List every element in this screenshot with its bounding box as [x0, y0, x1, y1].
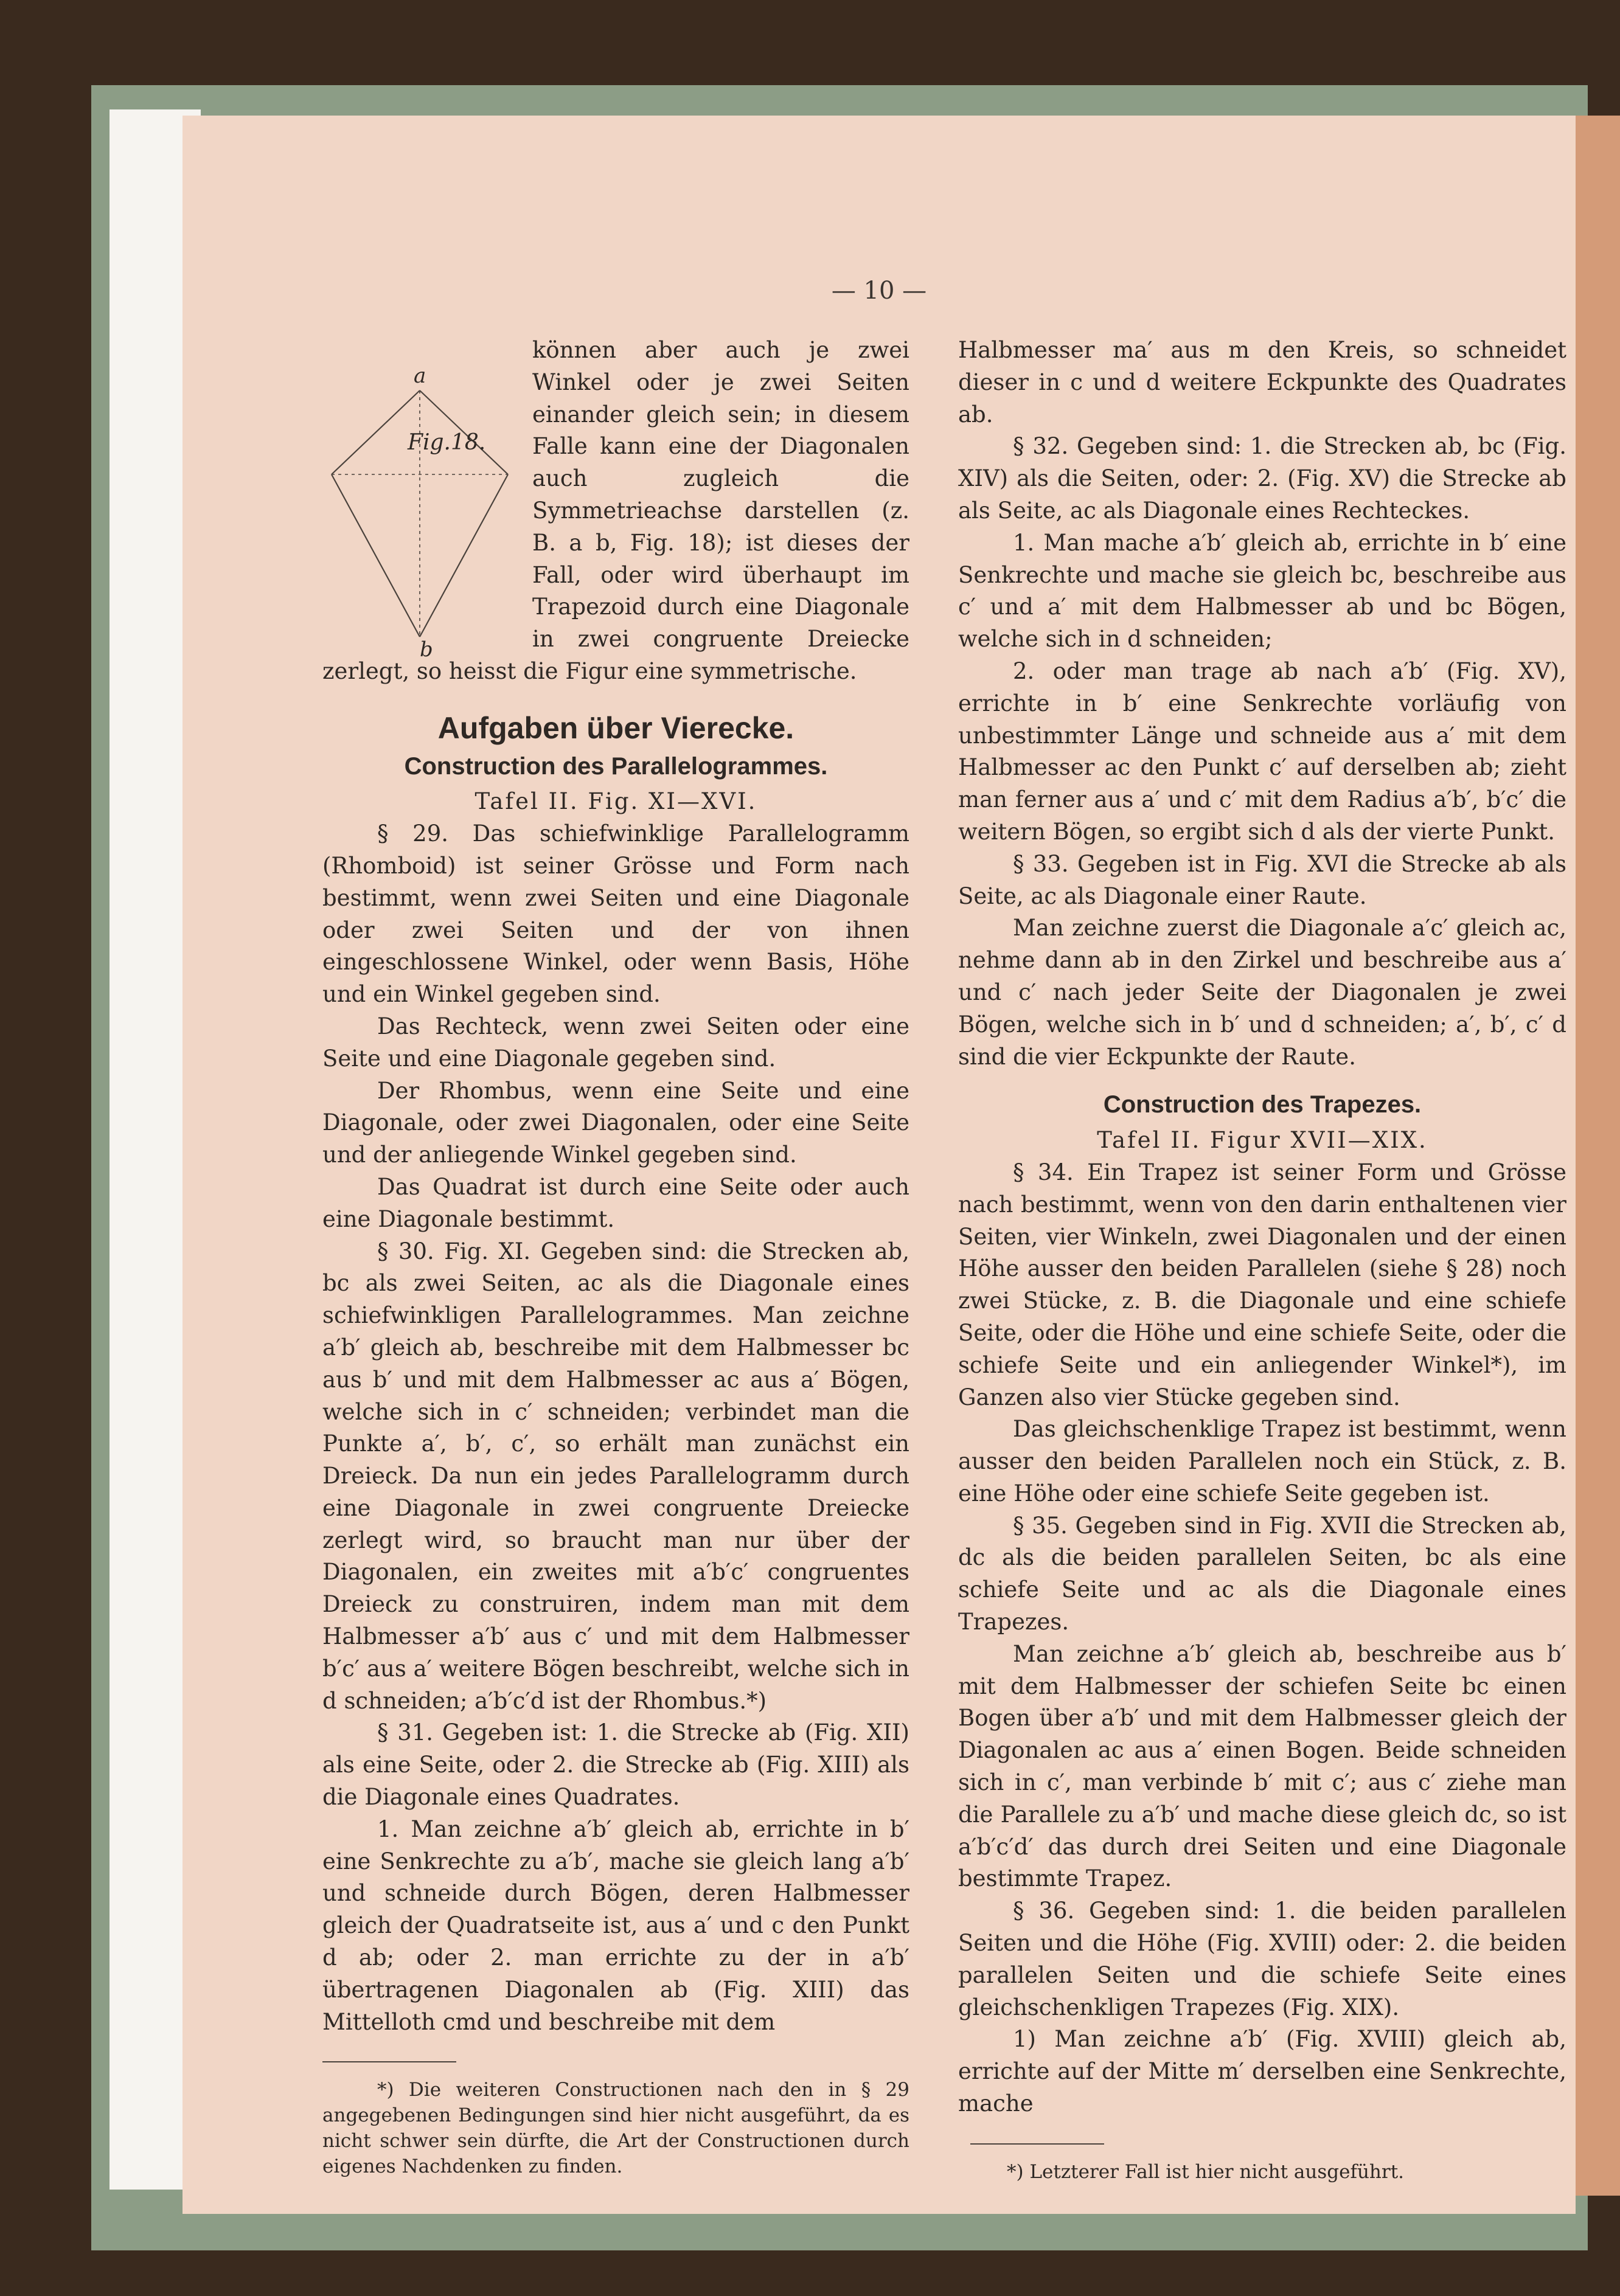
paragraph-31-1: 1. Man zeichne a′b′ gleich ab, errichte in b′ eine Senkrechte zu a′b′, mache sie gleich lang a′b′ und schneide durch Bögen, deren Halbmesser gleich der Quadratseite ist, aus a′ und c den Punkt d ab; oder 2. man errichte zu der in a′b′ übertragenen Diagonalen ab (Fig. XIII) das Mittelloth cmd und beschreibe mit dem	[322, 1816, 909, 2035]
paragraph-29: § 29. Das schiefwinklige Parallelogramm (Rhomboid) ist seiner Grösse und Form nach bestimmt, wenn zwei Seiten und eine Diagonale oder zwei Seiten und der von ihnen eingeschlossene Winkel, oder wenn Basis, Höhe und ein Winkel gegeben sind.	[322, 820, 909, 1008]
paragraph-36: § 36. Gegeben sind: 1. die beiden parallelen Seiten und die Höhe (Fig. XVIII) oder: 2. die beiden parallelen Seiten und die schiefe Seite eines gleichschenkligen Trapezes (Fig. XIX).	[958, 1898, 1566, 2020]
tafel-reference: Tafel II. Fig. XI—XVI.	[475, 788, 757, 815]
figure-18	[322, 364, 532, 662]
paragraph-34-2: Das gleichschenklige Trapez ist bestimmt, wenn ausser den beiden Parallelen noch ein Stück, z. B. eine Höhe oder eine schiefe Seite gegeben ist.	[958, 1416, 1566, 1507]
footnote-right: *) Letzterer Fall ist hier nicht ausgeführt.	[1007, 2160, 1405, 2183]
book-page	[183, 116, 1576, 2214]
footnote-rule-right	[970, 2143, 1104, 2145]
paragraph-quadrat: Das Quadrat ist durch eine Seite oder auch eine Diagonale bestimmt.	[322, 1173, 909, 1232]
left-column	[322, 335, 909, 2179]
paragraph-34: § 34. Ein Trapez ist seiner Form und Grösse nach bestimmt, wenn von den darin enthaltenen vier Seiten, vier Winkeln, zwei Diagonalen und der einen Höhe ausser den beiden Parallelen (siehe § 28) noch zwei Stücke, z. B. die Diagonale und eine schiefe Seite, oder die Höhe und eine schiefe Seite, oder die schiefe Seite und ein anliegender Winkel*), im Ganzen also vier Stücke gegeben sind.	[958, 1159, 1566, 1410]
paragraph-rechteck: Das Rechteck, wenn zwei Seiten oder eine Seite und eine Diagonale gegeben sind.	[322, 1013, 909, 1072]
intro-paragraph: können aber auch je zwei Winkel oder je zwei Seiten einander gleich sein; in diesem Falle kann eine der Diagonalen auch zugleich die Symmetrieachse darstellen (z. B. a b, Fig. 18); ist dieses der Fall, oder wird überhaupt im Trapezoid durch eine Diagonale in zwei congruente Dreiecke zerlegt, so heisst die Figur eine symmetrische.	[322, 337, 909, 684]
right-column	[958, 335, 1566, 2185]
paragraph-rhombus: Der Rhombus, wenn eine Seite und eine Diagonale, oder zwei Diagonalen, oder eine Seite und der anliegende Winkel gegeben sind.	[322, 1077, 909, 1168]
footnote-left: *) Die weiteren Constructionen nach den in § 29 angegebenen Bedingungen sind hier nicht ausgeführt, da es nicht schwer sein dürfte, die Art der Constructionen durch eigenes Nachdenken zu finden.	[322, 2079, 909, 2178]
paragraph-continuation: Halbmesser ma′ aus m den Kreis, so schneidet dieser in c und d weitere Eckpunkte des Quadrates ab.	[958, 337, 1566, 428]
paragraph-35-1: Man zeichne a′b′ gleich ab, beschreibe aus b′ mit dem Halbmesser der schiefen Seite bc einen Bogen über a′b′ und mit dem Halbmesser gleich der Diagonalen ac aus a′ einen Bogen. Beide schneiden sich in c′, man verbinde b′ mit c′; aus c′ ziehe man die Parallele zu a′b′ und mache diese gleich dc, so ist a′b′c′d′ das durch drei Seiten und eine Diagonale bestimmte Trapez.	[958, 1640, 1566, 1892]
paragraph-36-1: 1) Man zeichne a′b′ (Fig. XVIII) gleich ab, errichte auf der Mitte m′ derselben eine Senkrechte, mache	[958, 2026, 1566, 2117]
vertex-label-b: b	[420, 637, 433, 662]
subheading-trapez: Construction des Trapezes.	[1103, 1091, 1422, 1119]
paragraph-35: § 35. Gegeben sind in Fig. XVII die Strecken ab, dc als die beiden parallelen Seiten, bc als eine schiefe Seite und ac als die Diagonale eines Trapezes.	[958, 1512, 1566, 1635]
tafel-reference-right: Tafel II. Figur XVII—XIX.	[1097, 1127, 1428, 1154]
section-heading: Aufgaben über Vierecke.	[437, 710, 794, 745]
paragraph-33-1: Man zeichne zuerst die Diagonale a′c′ gleich ac, nehme dann ab in den Zirkel und beschreibe aus a′ und c′ nach jeder Seite der Diagonalen je zwei Bögen, welche sich in b′ und d schneiden; a′, b′, c′ d sind die vier Eckpunkte der Raute.	[958, 915, 1566, 1070]
page-number: — 10 —	[831, 277, 927, 305]
paragraph-32: § 32. Gegeben sind: 1. die Strecken ab, bc (Fig. XIV) als die Seiten, oder: 2. (Fig. XV) die Strecke ab als Seite, ac als Diagonale eines Rechteckes.	[958, 433, 1566, 524]
subheading-parallelogram: Construction des Parallelogrammes.	[404, 752, 828, 780]
vertex-label-a: a	[414, 364, 426, 388]
paragraph-32-1: 1. Man mache a′b′ gleich ab, errichte in b′ eine Senkrechte und mache sie gleich bc, beschreibe aus c′ und a′ mit dem Halbmesser ab und bc Bögen, welche sich in d schneiden;	[958, 529, 1566, 653]
kite-diagram	[322, 366, 532, 655]
footnote-rule	[322, 2061, 456, 2062]
paragraph-33: § 33. Gegeben ist in Fig. XVI die Strecke ab als Seite, ac als Diagonale einer Raute.	[958, 850, 1566, 909]
paragraph-31: § 31. Gegeben ist: 1. die Strecke ab (Fig. XII) als eine Seite, oder 2. die Strecke ab (Fig. XIII) als die Diagonale eines Quadrates.	[322, 1719, 909, 1811]
figure-label: Fig.18.	[408, 430, 486, 455]
paragraph-30: § 30. Fig. XI. Gegeben sind: die Strecken ab, bc als zwei Seiten, ac als die Diagonale eines schiefwinkligen Parallelogrammes. Man zeichne a′b′ gleich ab, beschreibe mit dem Halbmesser bc aus b′ und mit dem Halbmesser ac aus a′ Bögen, welche sich in c′ schneiden; verbindet man die Punkte a′, b′, c′, so erhält man zunächst ein Dreieck. Da nun ein jedes Parallelogramm durch eine Diagonale in zwei congruente Dreiecke zerlegt wird, so braucht man nur über der Diagonalen, ein zweites mit a′b′c′ congruentes Dreieck zu construiren, indem man mit dem Halbmesser a′b′ aus c′ und mit dem Halbmesser b′c′ aus a′ weitere Bögen beschreibt, welche sich in d schneiden; a′b′c′d ist der Rhombus.*)	[322, 1238, 909, 1714]
right-page-edge	[1570, 116, 1620, 2196]
paragraph-32-2: 2. oder man trage ab nach a′b′ (Fig. XV), errichte in b′ eine Senkrechte vorläufig von unbestimmter Länge und schneide aus a′ mit dem Halbmesser ac den Punkt c′ auf derselben ab; zieht man ferner aus a′ und c′ mit dem Radius a′b′, b′c′ die weitern Bögen, so ergibt sich d als der vierte Punkt.	[958, 657, 1566, 845]
